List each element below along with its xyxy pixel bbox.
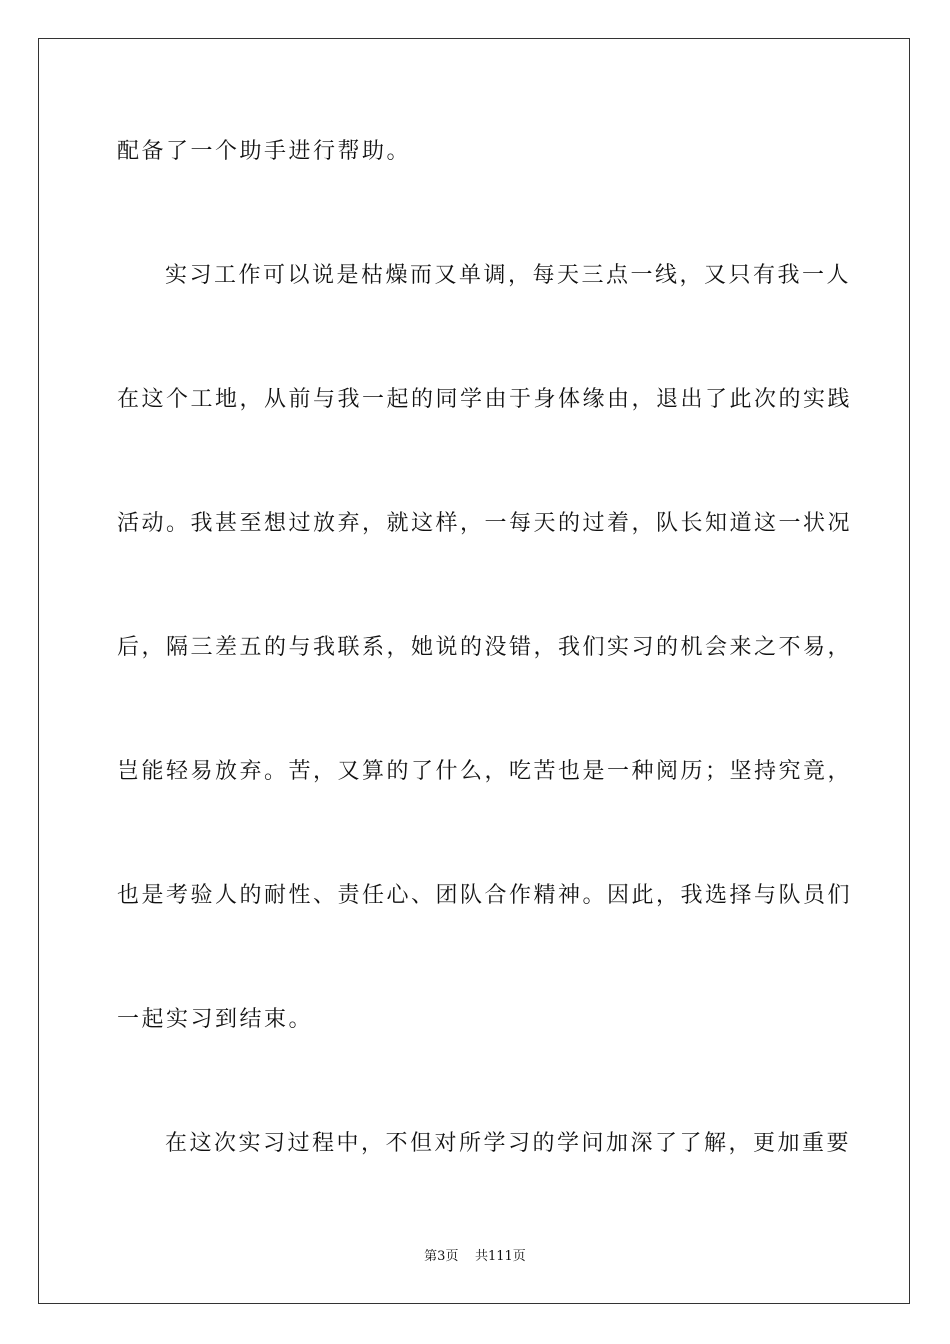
page-number: 第3页	[424, 1249, 459, 1264]
page-border	[38, 38, 910, 1304]
paragraph-line: 岂能轻易放弃。苦，又算的了什么，吃苦也是一种阅历；坚持究竟，	[117, 759, 853, 784]
paragraph-line: 活动。我甚至想过放弃，就这样，一每天的过着，队长知道这一状况	[117, 511, 853, 536]
paragraph-line: 配备了一个助手进行帮助。	[117, 139, 412, 164]
paragraph-line: 在这个工地，从前与我一起的同学由于身体缘由，退出了此次的实践	[117, 387, 853, 412]
paragraph-line: 后，隔三差五的与我联系，她说的没错，我们实习的机会来之不易，	[117, 635, 853, 660]
paragraph-line: 一起实习到结束。	[117, 1007, 314, 1032]
paragraph-line: 实习工作可以说是枯燥而又单调，每天三点一线，又只有我一人	[165, 263, 852, 288]
paragraph-line: 也是考验人的耐性、责任心、团队合作精神。因此，我选择与队员们	[117, 883, 853, 908]
total-pages: 共111页	[474, 1249, 526, 1264]
paragraph-line: 在这次实习过程中，不但对所学习的学问加深了了解，更加重要	[165, 1131, 852, 1156]
page-footer	[0, 1249, 950, 1265]
